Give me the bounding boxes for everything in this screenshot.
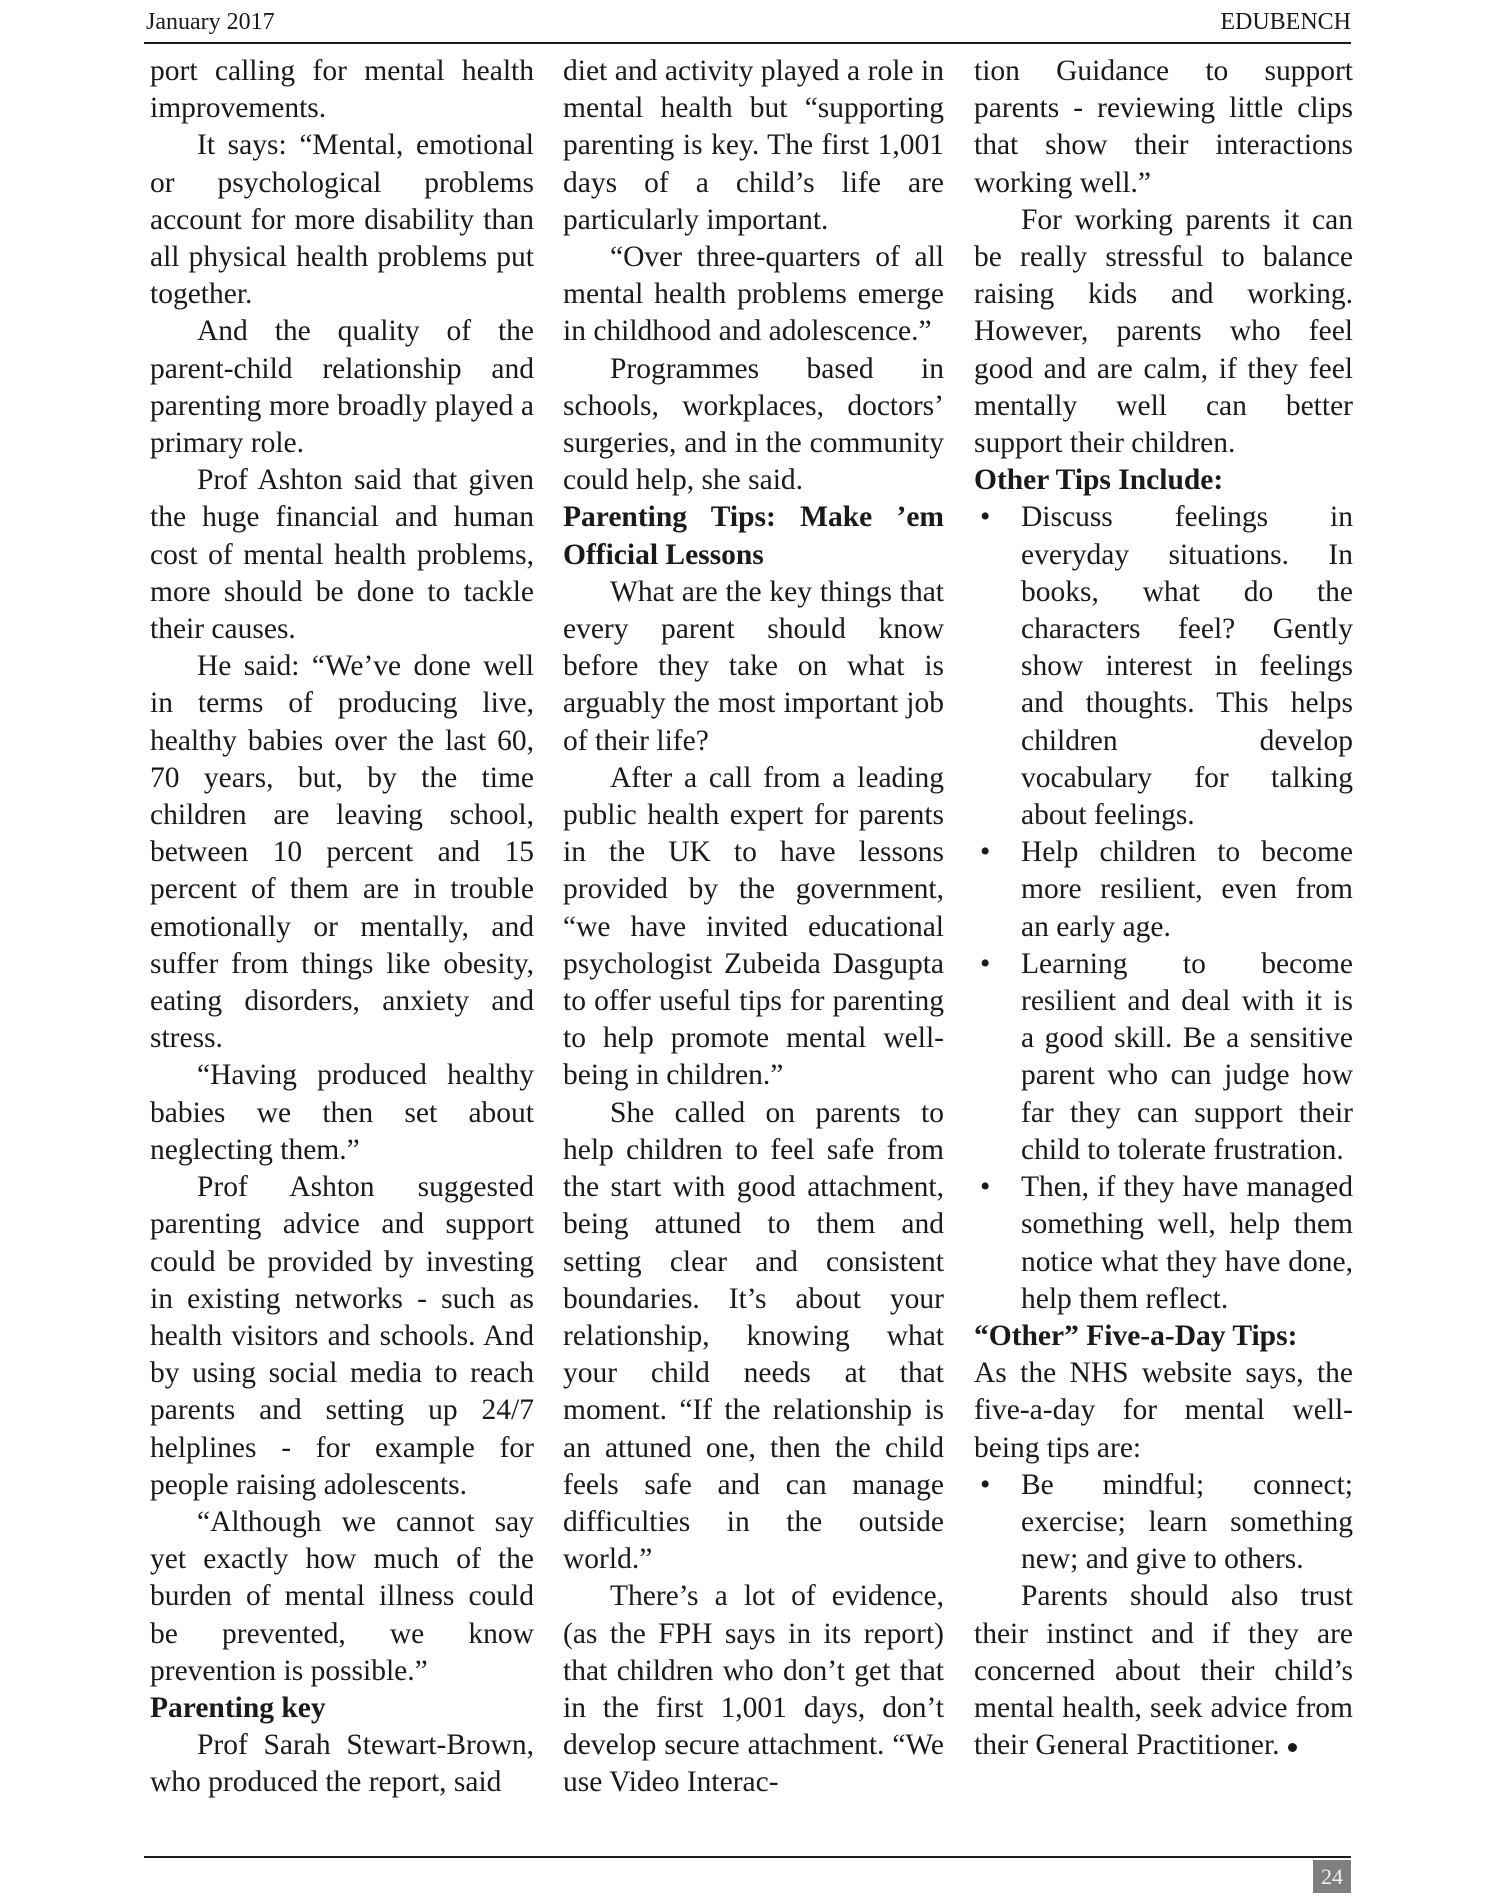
paragraph: For working parents it can be really stressful to balance raising kids and working. However, parents who feel good and are calm, if they feel mentally well can better support their children. <box>974 203 1353 460</box>
paragraph: He said: “We’ve done well in terms of producing live, healthy babies over the last 60, 70 years, but, by the time children are leaving school, between 10 percent and 15 percent of them are in trouble emotionally or mentally, and suffer from things like obesity, eating disorders, anxiety and stress. <box>150 650 534 1055</box>
footer-rule <box>144 1856 1351 1858</box>
header-date: January 2017 <box>146 9 275 35</box>
paragraph: After a call from a leading public health expert for parents in the UK to have lessons provided by the government, “we have invited educational psychologist Zubeida Dasgupta to offer useful tips for parenting to help promote mental well-being in children.” <box>563 761 944 1092</box>
paragraph: What are the key things that every parent should know before they take on what is arguably the most important job of their life? <box>563 575 944 757</box>
five-a-day-list <box>974 1467 1353 1579</box>
section-heading: Parenting key <box>150 1691 326 1724</box>
paragraph: Prof Ashton suggested parenting advice and support could be provided by investing in existing networks - such as health visitors and schools. And by using social media to reach parents and setting up 24/7 helplines - for example for people raising adolescents. <box>150 1171 534 1501</box>
article-column-1 <box>150 53 534 1802</box>
paragraph: It says: “Mental, emotional or psychological problems account for more disability than all physical health problems put together. <box>150 129 534 311</box>
article-column-2 <box>563 53 944 1802</box>
paragraph: She called on parents to help children to feel safe from the start with good attachment, being attuned to them and setting clear and consistent boundaries. It’s about your relationship, knowing what your child needs at that moment. “If the relationship is an attuned one, then the child feels safe and can manage difficulties in the outside world.” <box>563 1096 944 1576</box>
paragraph: “Having produced healthy babies we then set about neglecting them.” <box>150 1059 534 1166</box>
paragraph: port calling for mental health improvements. <box>150 55 534 125</box>
paragraph: There’s a lot of evidence, (as the FPH says in its report) that children who don’t get that in the first 1,001 days, don’t develop secure attachment. “We use Video Interac- <box>563 1580 944 1799</box>
list-item: • Learning to become resilient and deal with it is a good skill. Be a sensitive parent who can judge how far they can support their child to tolerate frustration. <box>974 946 1353 1169</box>
section-heading: Other Tips Include: <box>974 464 1224 497</box>
paragraph: “Over three-quarters of all mental health problems emerge in childhood and adolescence.” <box>563 241 944 348</box>
article-column-3 <box>974 53 1353 1764</box>
page-number: 24 <box>1313 1860 1351 1893</box>
end-of-article-dot-icon <box>1288 1743 1297 1752</box>
paragraph <box>974 1578 1353 1764</box>
header-publication: EDUBENCH <box>1220 9 1351 35</box>
tips-list <box>974 499 1353 1317</box>
section-heading: Parenting Tips: Make ’em Official Lessons <box>563 501 944 571</box>
section-heading: “Other” Five-a-Day Tips: <box>974 1319 1298 1352</box>
paragraph: And the quality of the parent-child relationship and parenting more broadly played a primary role. <box>150 315 534 460</box>
list-item: • Be mindful; connect; exercise; learn something new; and give to others. <box>974 1467 1353 1579</box>
paragraph: “Although we cannot say yet exactly how much of the burden of mental illness could be prevented, we know prevention is possible.” <box>150 1505 534 1687</box>
paragraph: tion Guidance to support parents - reviewing little clips that show their interactions working well.” <box>974 55 1353 199</box>
paragraph: Programmes based in schools, workplaces, doctors’ surgeries, and in the community could help, she said. <box>563 352 944 497</box>
list-item: • Help children to become more resilient, even from an early age. <box>974 834 1353 946</box>
paragraph: diet and activity played a role in mental health but “supporting parenting is key. The first 1,001 days of a child’s life are particularly important. <box>563 55 944 236</box>
list-item: • Then, if they have managed something well, help them notice what they have done, help them reflect. <box>974 1169 1353 1318</box>
paragraph: Prof Sarah Stewart-Brown, who produced the report, said <box>150 1729 534 1799</box>
list-item: • Discuss feelings in everyday situations. In books, what do the characters feel? Gently show interest in feelings and thoughts. This helps children develop vocabulary for talking about feelings. <box>974 499 1353 834</box>
paragraph: Prof Ashton said that given the huge financial and human cost of mental health problems, more should be done to tackle their causes. <box>150 464 534 646</box>
closing-paragraph-text: Parents should also trust their instinct and if they are concerned about their child’s mental health, seek advice from their General Practitioner. <box>974 1580 1353 1762</box>
header-rule <box>144 42 1351 44</box>
paragraph: As the NHS website says, the five-a-day for mental well-being tips are: <box>974 1357 1353 1464</box>
